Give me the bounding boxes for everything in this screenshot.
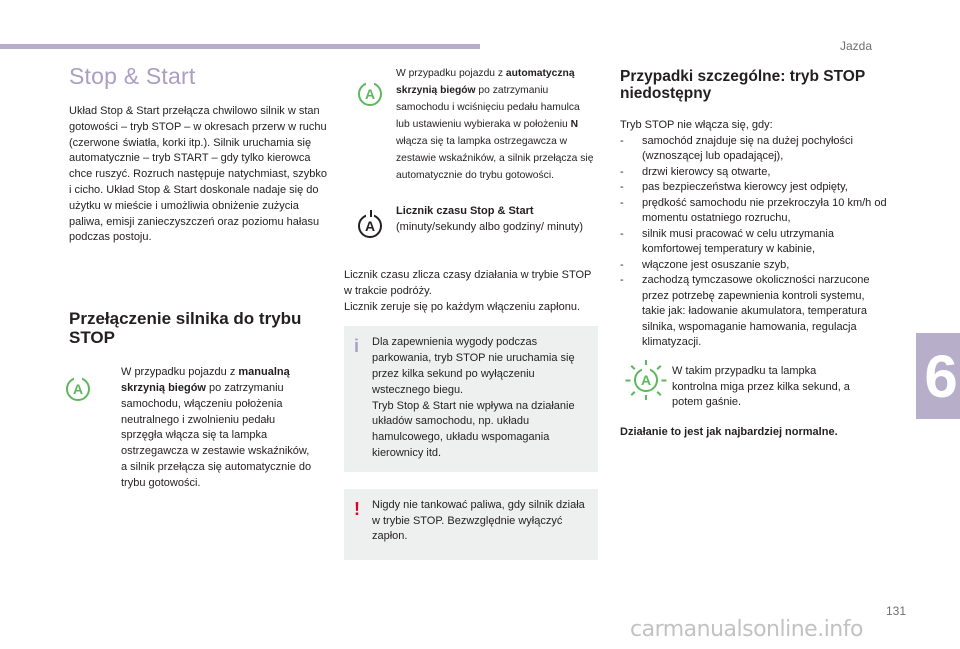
warning-box — [344, 489, 598, 560]
special-cases-intro: Tryb STOP nie włącza się, gdy: — [620, 119, 773, 131]
counter-block — [344, 204, 598, 238]
automatic-gearbox-block — [344, 65, 598, 184]
page-number: 131 — [885, 604, 906, 618]
list-item: - drzwi kierowcy są otwarte, — [620, 165, 888, 181]
manual-gearbox-text: W przypadku pojazdu z manualną skrzynią biegów po zatrzymaniu samochodu, włączeniu położenia neutralnego i zwolnieniu pedału sprzęgła włącza się ta lampka ostrzegawcza w zestawie wskaźników, a silnik przełącza się automatycznie do trybu gotowości. — [121, 366, 312, 489]
closing-note: Działanie to jest jak najbardziej normalne. — [620, 426, 838, 439]
stop-start-warning-icon: A — [358, 82, 382, 106]
stop-start-timer-icon: A — [358, 214, 382, 238]
automatic-gearbox-text: W przypadku pojazdu z automatyczną skrzynią biegów po zatrzymaniu samochodu i wciśnięciu pedału hamulca lub ustawieniu wybieraka w położeniu N włącza się ta lampka ostrzegawcza w zestawie wskaźników, a silnik przełącza się automatycznie do trybu gotowości. — [396, 68, 594, 181]
warning-icon: ! — [354, 498, 360, 519]
column-right — [620, 68, 888, 441]
top-accent-bar — [0, 44, 480, 49]
list-item: - silnik musi pracować w celu utrzymania komfortowej temperatury w kabinie, — [620, 227, 888, 258]
manual-gearbox-block — [52, 365, 331, 491]
counter-title: Licznik czasu Stop & Start — [396, 205, 534, 217]
list-item: - prędkość samochodu nie przekroczyła 10 km/h od momentu ostatniego rozruchu, — [620, 196, 888, 227]
blink-text: W takim przypadku ta lampka kontrolna miga przez kilka sekund, a potem gaśnie. — [672, 364, 850, 409]
stop-mode-heading: Przełączenie silnika do trybu STOP — [69, 309, 302, 348]
info-text-2: Tryb Stop & Start nie wpływa na działanie układów samochodu, np. układu hamulcowego, układu wspomagania kierownicy itd. — [372, 399, 575, 459]
counter-description: (minuty/sekundy albo godziny/ minuty) — [396, 220, 584, 233]
list-item: - włączone jest osuszanie szyb, — [620, 258, 888, 274]
special-cases-list — [620, 134, 888, 351]
column-middle — [344, 65, 598, 560]
list-item: - zachodzą tymczasowe okoliczności narzucone przez potrzebę zapewnienia kontroli systemu, takie jak: ładowanie akumulatora, temperatura silnika, wspomaganie hamowania, regulacja klimatyzacji. — [620, 273, 888, 351]
info-box — [344, 326, 598, 471]
list-item: - samochód znajduje się na dużej pochyłości (wznoszącej lub opadającej), — [620, 134, 888, 165]
column-left — [69, 63, 331, 492]
stop-start-warning-icon: A — [66, 377, 90, 401]
warning-text: Nigdy nie tankować paliwa, gdy silnik działa w trybie STOP. Bezwzględnie wyłączyć zapłon. — [372, 498, 585, 543]
watermark: carmanualsonline.info — [630, 617, 863, 642]
special-cases-heading: Przypadki szczególne: tryb STOP niedostępny — [620, 68, 865, 102]
info-icon: i — [354, 336, 360, 357]
blinking-stop-start-icon: A — [628, 362, 664, 398]
section-name: Jazda — [839, 39, 872, 53]
blink-block — [620, 362, 888, 411]
intro-paragraph: Układ Stop & Start przełącza chwilowo silnik w stan gotowości – tryb STOP – w okresach przerw w ruchu (czerwone światła, korki itp.). Silnik uruchamia się automatycznie – tryb START – gdy tylko kierowca chce ruszyć. Rozruch następuje natychmiast, szybko i cicho. Układ Stop & Start doskonale nadaje się do użytku w mieście i umożliwia obniżenie zużycia paliwa, emisji zanieczyszczeń oraz poziomu hałasu podczas postoju. — [69, 105, 328, 244]
list-item: - pas bezpieczeństwa kierowcy jest odpięty, — [620, 180, 888, 196]
counter-text-2: Licznik zeruje się po każdym włączeniu zapłonu. — [344, 300, 581, 313]
info-text-1: Dla zapewnienia wygody podczas parkowania, tryb STOP nie uruchamia się przez kilka sekund po wyłączeniu wstecznego biegu. — [372, 336, 575, 396]
chapter-tab: 6 — [916, 333, 960, 419]
counter-text-1: Licznik czasu zlicza czasy działania w trybie STOP w trakcie podróży. — [344, 269, 592, 297]
page-title: Stop & Start — [69, 63, 196, 89]
